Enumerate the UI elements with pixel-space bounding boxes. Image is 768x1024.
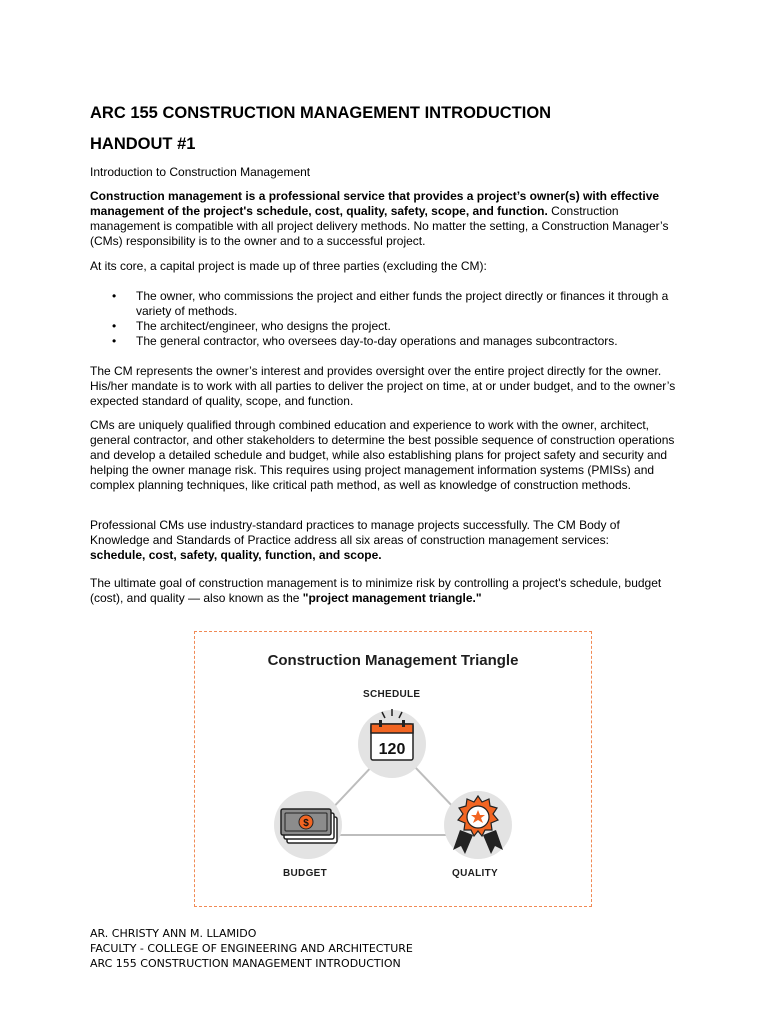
list-item: • The architect/engineer, who designs the project. [90, 319, 682, 334]
award-badge-icon [444, 791, 512, 859]
paragraph-definition [90, 189, 682, 249]
calendar-number: 120 [378, 741, 406, 758]
paragraph-cm-role: The CM represents the owner’s interest and provides oversight over the entire project directly for the owner. His/her mandate is to work with all parties to deliver the project on time, at or under budget, and to the owner’s expected standard of quality, scope, and function. [90, 364, 676, 408]
triangle-diagram [195, 632, 591, 906]
course-name: ARC 155 CONSTRUCTION MANAGEMENT INTRODUCTION [90, 957, 401, 970]
document-subtitle: Introduction to Construction Management [90, 165, 311, 179]
paragraph-cm-qualifications: CMs are uniquely qualified through combined education and experience to work with the owner, architect, general contractor, and other stakeholders to determine the best possible sequence of construction operations and develop a detailed schedule and budget, while also establishing plans for project safety and security and helping the owner manage risk. This requires using project management information systems (PMISs) and complex planning techniques, like critical path method, as well as knowledge of construction methods. [90, 418, 675, 492]
dollar-sign: $ [303, 818, 309, 829]
standards-bold-text: schedule, cost, safety, quality, function, and scope. [90, 548, 382, 562]
calendar-icon [358, 709, 426, 778]
goal-bold-text: "project management triangle." [302, 591, 482, 605]
figure-title: Construction Management Triangle [267, 652, 519, 669]
paragraph-parties-intro: At its core, a capital project is made up of three parties (excluding the CM): [90, 259, 487, 273]
list-item: • The general contractor, who oversees day-to-day operations and manages subcontractors. [90, 334, 682, 349]
author-name: AR. CHRISTY ANN M. LLAMIDO [90, 927, 257, 940]
schedule-label: SCHEDULE [363, 689, 421, 700]
handout-number: HANDOUT #1 [90, 135, 196, 153]
list-item: • The owner, who commissions the project and either funds the project directly or finances it through a variety of methods. [90, 289, 682, 319]
budget-label: BUDGET [283, 868, 328, 879]
document-title: ARC 155 CONSTRUCTION MANAGEMENT INTRODUCTION [90, 104, 552, 122]
goal-text: The ultimate goal of construction management is to minimize risk by controlling a project's schedule, budget (cost), and quality — also known as the [90, 576, 662, 605]
paragraph-goal [90, 576, 682, 606]
standards-text: Professional CMs use industry-standard practices to manage projects successfully. The CM Body of Knowledge and Standards of Practice address all six areas of construction management services: [90, 518, 620, 547]
paragraph-standards [90, 518, 682, 563]
definition-text: Construction management is compatible with all project delivery methods. No matter the setting, a Construction Manager’s (CMs) responsibility is to the owner and to a successful project. [90, 204, 669, 248]
author-faculty: FACULTY - COLLEGE OF ENGINEERING AND ARCHITECTURE [90, 942, 413, 955]
cm-triangle-figure [194, 631, 592, 907]
page-footer [90, 926, 413, 971]
definition-bold-text: Construction management is a professional service that provides a project’s owner(s) with effective management of the project's schedule, cost, quality, safety, scope, and function. [90, 189, 660, 218]
money-stack-icon [274, 791, 342, 859]
quality-label: QUALITY [452, 868, 498, 879]
parties-list [90, 289, 682, 349]
